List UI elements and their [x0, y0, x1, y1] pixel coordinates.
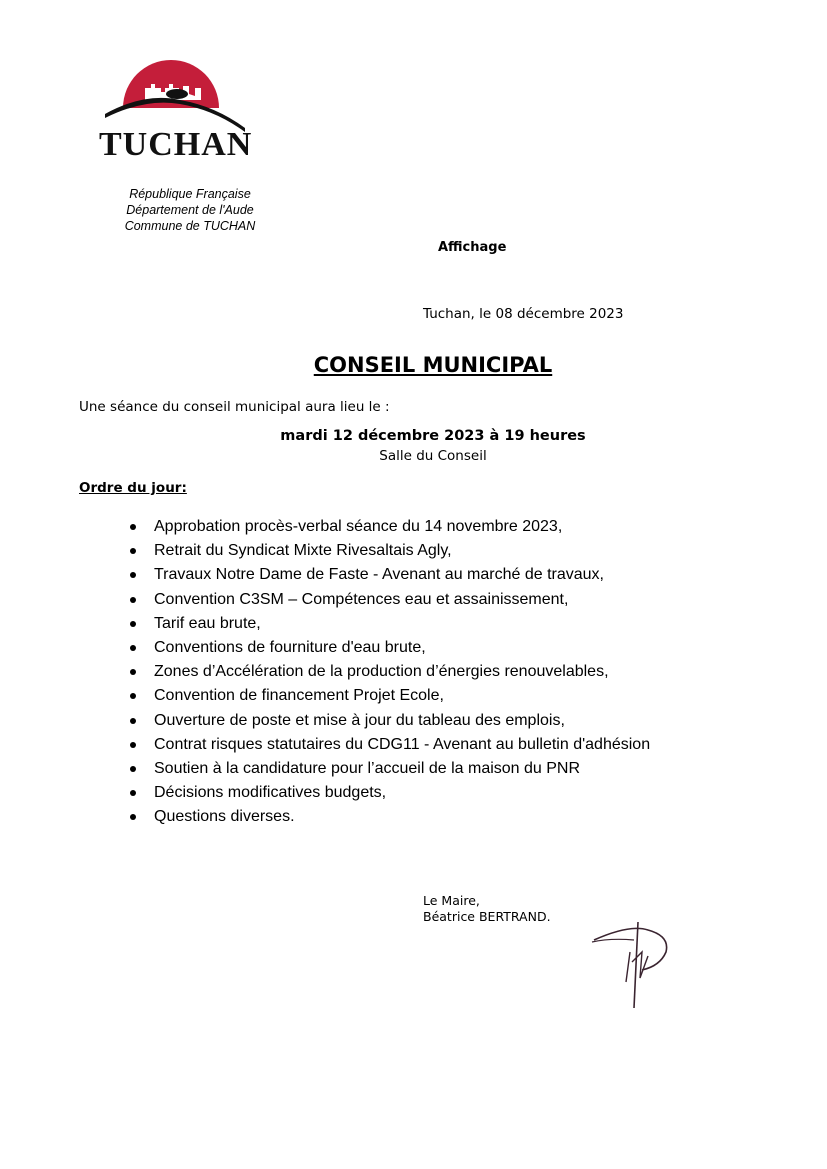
logo-text: TUCHAN [99, 126, 253, 163]
list-item: Convention C3SM – Compétences eau et assainissement, [130, 590, 650, 614]
bullet-icon [130, 572, 136, 578]
administrative-header [100, 186, 280, 234]
header-line-republique: République Française [129, 187, 251, 201]
list-item: Décisions modificatives budgets, [130, 783, 650, 807]
bullet-icon [130, 718, 136, 724]
list-item: Ouverture de poste et mise à jour du tableau des emplois, [130, 711, 650, 735]
list-item: Contrat risques statutaires du CDG11 - Avenant au bulletin d'adhésion [130, 735, 650, 759]
page-title: CONSEIL MUNICIPAL [313, 353, 553, 377]
bullet-icon [130, 790, 136, 796]
signer-block [423, 893, 551, 925]
bullet-icon [130, 814, 136, 820]
signature-icon [590, 912, 700, 1012]
affichage-label: Affichage [438, 240, 507, 255]
bullet-icon [130, 693, 136, 699]
bullet-icon [130, 621, 136, 627]
bullet-icon [130, 548, 136, 554]
header-line-departement: Département de l'Aude [126, 203, 254, 217]
bullet-icon [130, 742, 136, 748]
bullet-icon [130, 669, 136, 675]
tuchan-logo [95, 48, 253, 163]
list-item: Travaux Notre Dame de Faste - Avenant au marché de travaux, [130, 565, 650, 589]
bullet-icon [130, 524, 136, 530]
bullet-icon [130, 645, 136, 651]
list-item: Soutien à la candidature pour l’accueil de la maison du PNR [130, 759, 650, 783]
date-line: Tuchan, le 08 décembre 2023 [423, 306, 624, 322]
list-item: Retrait du Syndicat Mixte Rivesaltais Agly, [130, 541, 650, 565]
list-item: Approbation procès-verbal séance du 14 novembre 2023, [130, 517, 650, 541]
bullet-icon [130, 597, 136, 603]
meeting-datetime: mardi 12 décembre 2023 à 19 heures [280, 428, 586, 444]
tuchan-logo-icon [95, 48, 245, 138]
header-line-commune: Commune de TUCHAN [124, 219, 256, 233]
intro-text: Une séance du conseil municipal aura lieu le : [79, 399, 390, 415]
list-item: Tarif eau brute, [130, 614, 650, 638]
list-item: Convention de financement Projet Ecole, [130, 686, 650, 710]
list-item: Questions diverses. [130, 807, 650, 831]
bullet-icon [130, 766, 136, 772]
signer-role: Le Maire, [423, 893, 480, 908]
agenda-list [130, 517, 650, 831]
list-item: Zones d’Accélération de la production d’énergies renouvelables, [130, 662, 650, 686]
agenda-title: Ordre du jour: [79, 480, 187, 496]
signer-name: Béatrice BERTRAND. [423, 909, 551, 924]
list-item: Conventions de fourniture d'eau brute, [130, 638, 650, 662]
meeting-room: Salle du Conseil [379, 448, 487, 464]
